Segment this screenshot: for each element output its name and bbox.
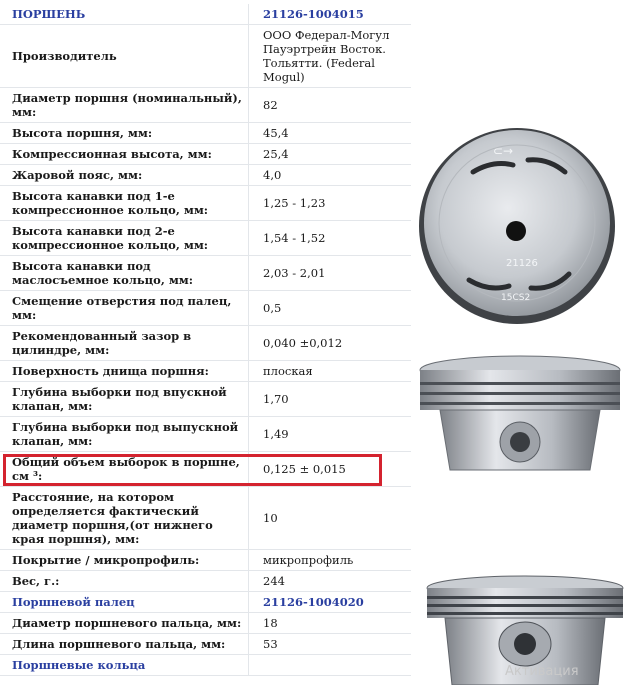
marking-code: 15CS2 — [501, 293, 531, 303]
spec-row — [0, 326, 411, 361]
section-row — [0, 4, 411, 25]
spec-row — [0, 221, 411, 256]
spec-value: 1,70 — [249, 382, 412, 417]
spec-value: 4,0 — [249, 165, 412, 186]
spec-row — [0, 571, 411, 592]
section-row — [0, 592, 411, 613]
marking-model: 21126 — [506, 258, 538, 269]
spec-value: 18 — [249, 613, 412, 634]
spec-label: Покрытие / микропрофиль: — [0, 550, 249, 571]
spec-value: 1,54 - 1,52 — [249, 221, 412, 256]
spec-label: Глубина выборки под впускной клапан, мм: — [0, 382, 249, 417]
watermark: Активация — [505, 664, 579, 679]
spec-value: 1,49 — [249, 417, 412, 452]
spec-row — [0, 186, 411, 221]
spec-row — [0, 165, 411, 186]
spec-value: 0,040 ±0,012 — [249, 326, 412, 361]
spec-row — [0, 123, 411, 144]
section-part-number: 21126-1004015 — [249, 4, 412, 25]
spec-value: 53 — [249, 634, 412, 655]
section-part-number — [249, 655, 412, 676]
spec-value: 2,03 - 2,01 — [249, 256, 412, 291]
spec-row — [0, 634, 411, 655]
spec-row — [0, 88, 411, 123]
spec-row — [0, 25, 411, 88]
spec-row — [0, 382, 411, 417]
spec-row — [0, 361, 411, 382]
spec-label: Рекомендованный зазор в цилиндре, мм: — [0, 326, 249, 361]
spec-row — [0, 256, 411, 291]
arrow-mark: ⊂→ — [493, 144, 514, 158]
spec-label: Общий объем выборок в поршне, см ³: — [0, 452, 249, 487]
spec-label: Диаметр поршневого пальца, мм: — [0, 613, 249, 634]
spec-value: 244 — [249, 571, 412, 592]
spec-value: плоская — [249, 361, 412, 382]
spec-row — [0, 144, 411, 165]
spec-label: Жаровой пояс, мм: — [0, 165, 249, 186]
piston-crown-photo — [413, 120, 621, 330]
spec-label: Производитель — [0, 25, 249, 88]
spec-row — [0, 550, 411, 571]
spec-value: 1,25 - 1,23 — [249, 186, 412, 221]
spec-row — [0, 291, 411, 326]
spec-label: Длина поршневого пальца, мм: — [0, 634, 249, 655]
spec-label: Вес, г.: — [0, 571, 249, 592]
spec-label: Высота канавки под 1-е компрессионное кольцо, мм: — [0, 186, 249, 221]
spec-row — [0, 452, 411, 487]
section-part-number: 21126-1004020 — [249, 592, 412, 613]
section-title: Поршневой палец — [0, 592, 249, 613]
section-title: ПОРШЕНЬ — [0, 4, 249, 25]
spec-label: Расстояние, на котором определяется фактический диаметр поршня,(от нижнего края поршня), мм: — [0, 487, 249, 550]
spec-value: 0,5 — [249, 291, 412, 326]
spec-value: ООО Федерал-Могул Пауэртрейн Восток. Тольятти. (Federal Mogul) — [249, 25, 412, 88]
spec-label: Высота поршня, мм: — [0, 123, 249, 144]
spec-row — [0, 487, 411, 550]
section-row — [0, 655, 411, 676]
spec-label: Высота канавки под маслосъемное кольцо, мм: — [0, 256, 249, 291]
piston-spec-table — [0, 4, 411, 676]
spec-value: 45,4 — [249, 123, 412, 144]
spec-row — [0, 417, 411, 452]
spec-value: 10 — [249, 487, 412, 550]
spec-label: Поверхность днища поршня: — [0, 361, 249, 382]
spec-value: микропрофиль — [249, 550, 412, 571]
spec-row — [0, 613, 411, 634]
spec-value: 82 — [249, 88, 412, 123]
spec-label: Компрессионная высота, мм: — [0, 144, 249, 165]
spec-value: 0,125 ± 0,015 — [249, 452, 412, 487]
spec-value: 25,4 — [249, 144, 412, 165]
spec-label: Диаметр поршня (номинальный), мм: — [0, 88, 249, 123]
spec-label: Высота канавки под 2-е компрессионное кольцо, мм: — [0, 221, 249, 256]
piston-side-photo — [415, 352, 625, 482]
spec-label: Смещение отверстия под палец, мм: — [0, 291, 249, 326]
section-title: Поршневые кольца — [0, 655, 249, 676]
spec-label: Глубина выборки под выпускной клапан, мм: — [0, 417, 249, 452]
